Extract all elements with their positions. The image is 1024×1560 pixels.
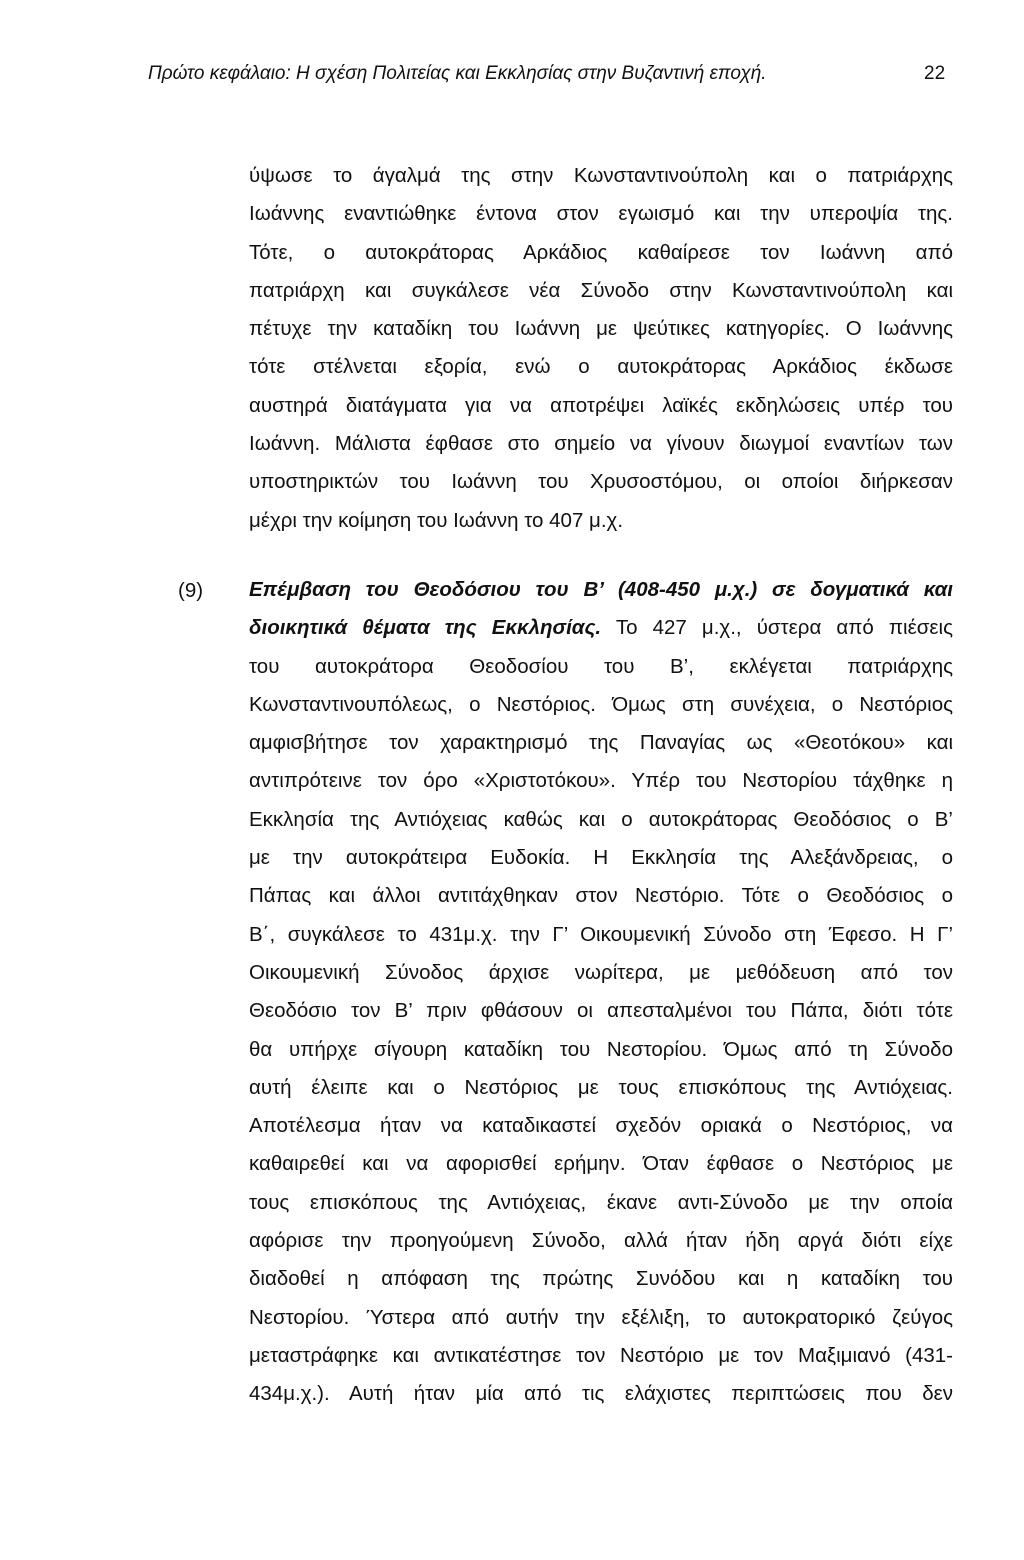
text-line: Ιωάννη. Μάλιστα έφθασε στο σημείο να γίνουν διωγμοί εναντίων των bbox=[249, 432, 953, 456]
text-line: μεταστράφηκε και αντικατέστησε τον Νεστόριο με τον Μαξιμιανό (431- bbox=[249, 1343, 953, 1367]
text-line: Εκκλησία της Αντιόχειας καθώς και ο αυτοκράτορας Θεοδόσιος ο Β’ bbox=[249, 807, 953, 831]
text-line: τους επισκόπους της Αντιόχειας, έκανε αντι-Σύνοδο με την οποία bbox=[249, 1190, 953, 1214]
text-line: διαδοθεί η απόφαση της πρώτης Συνόδου και η καταδίκη του bbox=[249, 1267, 953, 1291]
text-run: Το 427 μ.χ., ύστερα από πιέσεις bbox=[601, 616, 953, 640]
text-line: Πάπας και άλλοι αντιτάχθηκαν στον Νεστόριο. Τότε ο Θεοδόσιος ο bbox=[249, 884, 953, 908]
text-line: αυτή έλειπε και ο Νεστόριος με τους επισκόπους της Αντιόχειας. bbox=[249, 1075, 953, 1099]
running-header: Πρώτο κεφάλαιο: Η σχέση Πολιτείας και Εκκλησίας στην Βυζαντινή εποχή. bbox=[148, 63, 767, 84]
text-line: με την αυτοκράτειρα Ευδοκία. Η Εκκλησία της Αλεξάνδρειας, ο bbox=[249, 846, 953, 870]
text-line: καθαιρεθεί και να αφορισθεί ερήμην. Όταν έφθασε ο Νεστόριος με bbox=[249, 1152, 953, 1176]
paragraph-2 bbox=[249, 571, 953, 1414]
text-line: θα υπήρχε σίγουρη καταδίκη του Νεστορίου. Όμως από τη Σύνοδο bbox=[249, 1037, 953, 1061]
text-line: υποστηρικτών του Ιωάννη του Χρυσοστόμου, οι οποίοι διήρκεσαν bbox=[249, 470, 953, 494]
paragraph-1 bbox=[249, 157, 953, 540]
text-line: Τότε, ο αυτοκράτορας Αρκάδιος καθαίρεσε τον Ιωάννη από bbox=[249, 240, 953, 264]
text-line: Ιωάννης εναντιώθηκε έντονα στον εγωισμό και την υπεροψία της. bbox=[249, 202, 953, 226]
text-line: Νεστορίου. Ύστερα από αυτήν την εξέλιξη, το αυτοκρατορικό ζεύγος bbox=[249, 1305, 953, 1329]
section-number: (9) bbox=[178, 579, 204, 602]
text-line: Αποτέλεσμα ήταν να καταδικαστεί σχεδόν οριακά ο Νεστόριος, να bbox=[249, 1114, 953, 1138]
text-line: αφόρισε την προηγούμενη Σύνοδο, αλλά ήταν ήδη αργά διότι είχε bbox=[249, 1229, 953, 1253]
text-line bbox=[249, 609, 953, 647]
text-line: αυστηρά διατάγματα για να αποτρέψει λαϊκές εκδηλώσεις υπέρ του bbox=[249, 393, 953, 417]
text-line: του αυτοκράτορα Θεοδοσίου του Β’, εκλέγεται πατριάρχης bbox=[249, 654, 953, 678]
section-heading-continued: διοικητικά θέματα της Εκκλησίας. bbox=[249, 616, 602, 640]
text-line: Β΄, συγκάλεσε το 431μ.χ. την Γ’ Οικουμενική Σύνοδο στη Έφεσο. Η Γ’ bbox=[249, 922, 953, 946]
text-line: αμφισβήτησε τον χαρακτηρισμό της Παναγίας ως «Θεοτόκου» και bbox=[249, 731, 953, 755]
text-line: πατριάρχη και συγκάλεσε νέα Σύνοδο στην Κωνσταντινούπολη και bbox=[249, 278, 953, 302]
text-line: ύψωσε το άγαλμά της στην Κωνσταντινούπολη και ο πατριάρχης bbox=[249, 164, 953, 187]
text-line: Θεοδόσιο τον Β’ πριν φθάσουν οι απεσταλμένοι του Πάπα, διότι τότε bbox=[249, 999, 953, 1023]
section-heading: Επέμβαση του Θεοδόσιου του Β’ (408-450 μ.χ.) σε δογματικά και bbox=[249, 578, 953, 601]
text-line: μέχρι την κοίμηση του Ιωάννη το 407 μ.χ. bbox=[249, 508, 624, 532]
text-line: πέτυχε την καταδίκη του Ιωάννη με ψεύτικες κατηγορίες. Ο Ιωάννης bbox=[249, 317, 953, 341]
text-line: αντιπρότεινε τον όρο «Χριστοτόκου». Υπέρ του Νεστορίου τάχθηκε η bbox=[249, 769, 953, 793]
text-line: 434μ.χ.). Αυτή ήταν μία από τις ελάχιστες περιπτώσεις που δεν bbox=[249, 1382, 953, 1406]
text-line: τότε στέλνεται εξορία, ενώ ο αυτοκράτορας Αρκάδιος έκδωσε bbox=[249, 355, 953, 379]
text-line: Οικουμενική Σύνοδος άρχισε νωρίτερα, με μεθόδευση από τον bbox=[249, 960, 953, 984]
page-number: 22 bbox=[924, 63, 946, 84]
text-line: Κωνσταντινουπόλεως, ο Νεστόριος. Όμως στη συνέχεια, ο Νεστόριος bbox=[249, 692, 953, 716]
